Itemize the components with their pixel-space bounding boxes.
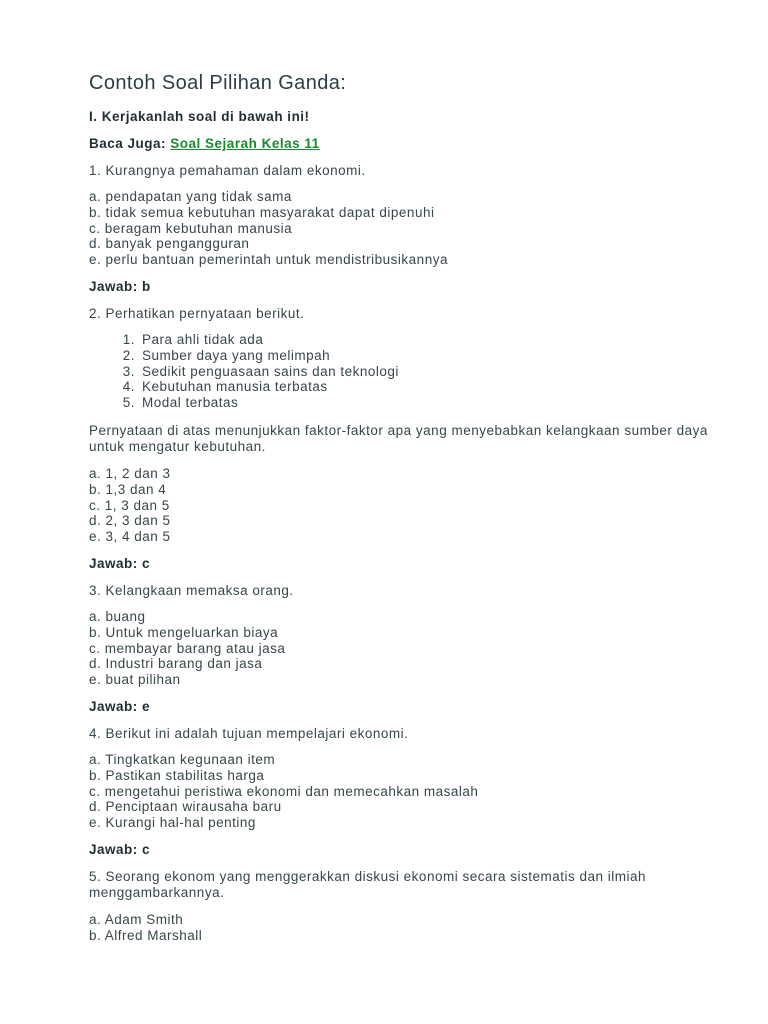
options-1 [89, 189, 729, 268]
option: c. mengetahui peristiwa ekonomi dan memecahkan masalah [89, 783, 479, 799]
option: c. 1, 3 dan 5 [89, 497, 170, 513]
option: a. pendapatan yang tidak sama [89, 189, 292, 204]
option: a. Adam Smith [89, 911, 184, 927]
list-text: Modal terbatas [142, 395, 239, 411]
statement-list [89, 332, 729, 411]
list-item [89, 348, 729, 364]
option: b. Untuk mengeluarkan biaya [89, 624, 279, 640]
option: e. Kurangi hal-hal penting [89, 815, 256, 831]
answer-2: Jawab: c [89, 555, 151, 571]
option: a. Tingkatkan kegunaan item [89, 751, 276, 767]
question-5: 5. Seorang ekonom yang menggerakkan diskusi ekonomi secara sistematis dan ilmiah menggambarkannya. [89, 868, 647, 901]
option: e. buat pilihan [89, 672, 181, 688]
option: e. perlu bantuan pemerintah untuk mendistribusikannya [89, 252, 448, 268]
answer-3: Jawab: e [89, 698, 151, 714]
option: c. beragam kebutuhan manusia [89, 220, 293, 236]
list-number: 3 . [89, 364, 135, 380]
baca-juga-link[interactable]: Soal Sejarah Kelas 11 [170, 136, 320, 151]
list-number: 5 . [89, 395, 135, 411]
question-1: 1. Kurangnya pemahaman dalam ekonomi. [89, 163, 366, 178]
option: a. 1, 2 dan 3 [89, 465, 171, 481]
options-4 [89, 752, 729, 831]
answer-4: Jawab: c [89, 841, 151, 857]
baca-juga-label: Baca Juga: [89, 136, 171, 151]
question-2: 2. Perhatikan pernyataan berikut. [89, 305, 305, 321]
options-2 [89, 466, 729, 545]
option: c. membayar barang atau jasa [89, 640, 286, 656]
option: b. tidak semua kebutuhan masyarakat dapat dipenuhi [89, 204, 435, 220]
list-text: Para ahli tidak ada [142, 331, 264, 347]
question-2-prompt: Pernyataan di atas menunjukkan faktor-faktor apa yang menyebabkan kelangkaan sumber daya untuk mengatur kebutuhan. [89, 422, 708, 455]
option: e. 3, 4 dan 5 [89, 529, 171, 545]
instruction: I. Kerjakanlah soal di bawah ini! [89, 109, 310, 124]
option: b. Pastikan stabilitas harga [89, 767, 265, 783]
list-item [89, 332, 729, 348]
list-number: 1 . [89, 332, 135, 348]
option: d. Penciptaan wirausaha baru [89, 799, 282, 815]
list-text: Sedikit penguasaan sains dan teknologi [142, 363, 399, 379]
question-4: 4. Berikut ini adalah tujuan mempelajari ekonomi. [89, 725, 409, 741]
option: d. 2, 3 dan 5 [89, 513, 171, 529]
options-5 [89, 912, 729, 944]
option: b. 1,3 dan 4 [89, 481, 167, 497]
list-number: 2 . [89, 348, 135, 364]
option: b. Alfred Marshall [89, 927, 203, 943]
baca-juga [89, 136, 729, 152]
list-text: Sumber daya yang melimpah [142, 347, 331, 363]
list-item [89, 364, 729, 380]
question-3: 3. Kelangkaan memaksa orang. [89, 582, 294, 598]
list-number: 4 . [89, 379, 135, 395]
list-item [89, 395, 729, 411]
list-item [89, 379, 729, 395]
page-title: Contoh Soal Pilihan Ganda: [89, 72, 347, 94]
option: d. Industri barang dan jasa [89, 656, 263, 672]
answer-1: Jawab: b [89, 278, 151, 294]
option: a. buang [89, 608, 146, 624]
options-3 [89, 609, 729, 688]
list-text: Kebutuhan manusia terbatas [142, 379, 328, 395]
document-body [89, 70, 729, 955]
option: d. banyak pengangguran [89, 236, 250, 252]
